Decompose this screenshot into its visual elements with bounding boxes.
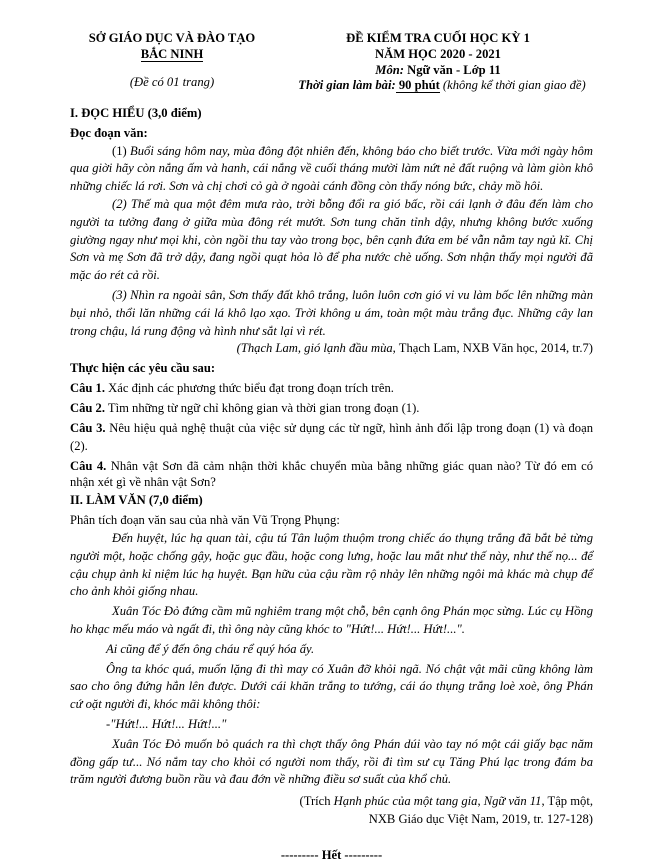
question-1: Câu 1. Xác định các phương thức biểu đạt trong đoạn trích trên. [70,381,394,396]
province: BẮC NINH [140,47,204,61]
passage-paragraph-1: (1) Buổi sáng hôm nay, mùa đông đột nhiên đến, không báo cho biết trước. Vừa mới ngày hôm qua giời hãy còn nắng ấm và hanh, cái nắng về cuối tháng mười làm nứt nẻ đất ruộng và làm giòn khô những chiếc lá rơi. Sơn và chị chơi cỏ gà ở ngoài cánh đồng còn thấy nóng bức, chảy mồ hôi. [70,143,593,194]
passage-paragraph-2: (2) Thế mà qua một đêm mưa rào, trời bỗng đổi ra gió bấc, rồi cái lạnh ở đâu đến làm cho người ta tưởng đang ở giữa mùa đông rét mướt. Sơn tung chăn tỉnh dậy, nhưng không bước xuống giường ngay như mọi khi, còn ngồi thu tay vào trong bọc, bên cạnh đứa em bé vẫn nằm tay ngủ kĩ. Chị Sơn và mẹ Sơn đã trở dậy, đang ngồi quạt hỏa lò để pha nước chè uống. Sơn nhận thấy mọi người đã mặc áo rét cả rồi. [70,196,593,283]
part2-heading: II. LÀM VĂN (7,0 điểm) [70,493,203,508]
excerpt-paragraph: Đến huyệt, lúc hạ quan tài, cậu tú Tân luộm thuộm trong chiếc áo thụng trắng đã bắt bẻ từng người một, hoặc chống gậy, hoặc gục đầu, hoặc cong lưng, hoặc lau mắt như thế này, như thế nọ... để cậu chụp ảnh kỉ niệm lúc hạ huyệt. Bạn hữu của cậu rầm rộ nhảy lên những ngôi mả khác mà chụp để cho ảnh khỏi giống nhau. [70,531,593,599]
exam-body [70,105,593,865]
excerpt-paragraph: -"Hứt!... Hứt!... Hứt!..." [106,717,227,732]
excerpt-paragraph: Xuân Tóc Đỏ đứng cầm mũ nghiêm trang một chỗ, bên cạnh ông Phán mọc sừng. Lúc cụ Hồng ho khạc mếu máo và ngất đi, thì ông này cũng khóc to "Hứt!... Hứt!... Hứt!...". [70,604,593,637]
time-note: (không kể thời gian giao đề) [439,78,586,92]
time-label: Thời gian làm bài: [298,78,396,92]
subject: Ngữ văn - Lớp 11 [403,63,501,77]
excerpt-citation: (Trích Hạnh phúc của một tang gia, Ngữ văn 11, Tập một, [299,794,593,809]
excerpt-paragraph: Ông ta khóc quá, muốn lặng đi thì may có Xuân đỡ khỏi ngã. Nó chật vật mãi cũng không làm sao cho ông đứng hẳn lên được. Dưới cái khăn trắng to tướng, cái áo thụng trắng loè xoè, ông Phán cứ oặt người đi, khóc mãi không thôi: [70,661,593,712]
school-year: NĂM HỌC 2020 - 2021 [375,47,501,61]
read-label: Đọc đoạn văn: [70,125,148,140]
question-4: Câu 4. Nhân vật Sơn đã cảm nhận thời khắc chuyển mùa bằng những giác quan nào? Từ đó em có nhận xét gì về nhân vật Sơn? [70,459,593,490]
pages-note: (Đề có 01 trang) [129,75,215,89]
question-3: Câu 3. Nêu hiệu quả nghệ thuật của việc sử dụng các từ ngữ, hình ảnh đối lập trong đoạn (1) và đoạn (2). [70,421,593,454]
end-marker: --------- Hết --------- [280,847,383,862]
excerpt-paragraph: Ai cũng để ý đến ông cháu rể quý hóa ấy. [106,641,315,656]
passage-citation: (Thạch Lam, gió lạnh đầu mùa, Thạch Lam, NXB Văn học, 2014, tr.7) [236,341,593,356]
excerpt-paragraph: Xuân Tóc Đỏ muốn bỏ quách ra thì chợt thấy ông Phán dúi vào tay nó một cái giấy bạc năm đồng gấp tư... Nó nắm tay cho khỏi có người nom thấy, rồi đi tìm sư cụ Tăng Phú lạc trong đám ba trăm người đương buồn rầu và đau đớn về những điều sơ suất của khổ chủ. [70,736,593,787]
excerpt-citation-line2: NXB Giáo dục Việt Nam, 2019, tr. 127-128) [368,812,593,826]
exam-title: ĐỀ KIỂM TRA CUỐI HỌC KỲ 1 [346,31,530,45]
part2-prompt: Phân tích đoạn văn sau của nhà văn Vũ Trọng Phụng: [70,513,340,528]
passage-paragraph-3: (3) Nhìn ra ngoài sân, Sơn thấy đất khô trắng, luôn luôn cơn gió vi vu làm bốc lên những màn bụi nhỏ, thổi lăn những cái lá khô lạo xạo. Trời không u ám, toàn một màu trắng đục. Những cây lan trong chậu, lá rung động và hình như sắt lại vì rét. [70,287,593,338]
subject-label: Môn: [375,63,404,77]
part1-heading: I. ĐỌC HIỂU (3,0 điểm) [70,106,202,120]
tasks-label: Thực hiện các yêu cầu sau: [70,361,216,376]
department: SỞ GIÁO DỤC VÀ ĐÀO TẠO [88,31,256,45]
question-2: Câu 2. Tìm những từ ngữ chỉ không gian và thời gian trong đoạn (1). [70,401,420,416]
time: 90 phút [395,78,440,92]
